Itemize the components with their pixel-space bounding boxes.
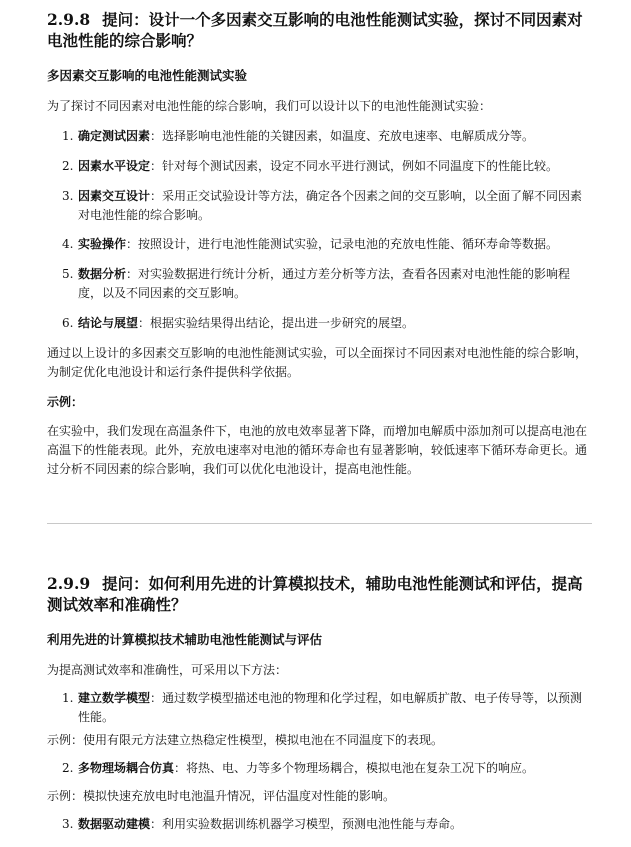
item-text: ：对实验数据进行统计分析，通过方差分析等方法，查看各因素对电池性能的影响程度，以及不同因素的交互影响。: [78, 267, 571, 300]
section-heading-2-9-9: [47, 573, 592, 615]
item-text: ：通过数学模型描述电池的物理和化学过程，如电解质扩散、电子传导等，以预测性能。: [78, 691, 583, 724]
list-marker: 5.: [62, 267, 74, 281]
list-item: [47, 759, 592, 778]
list-marker: 3.: [62, 189, 74, 203]
item-label: 结论与展望: [78, 316, 139, 330]
item-text: ：针对每个测试因素，设定不同水平进行测试，例如不同温度下的性能比较。: [150, 159, 559, 173]
section-heading-2-9-8: [47, 9, 592, 51]
item-text: ：根据实验结果得出结论，提出进一步研究的展望。: [138, 316, 415, 330]
list-marker: 2.: [62, 761, 74, 775]
item-label: 因素交互设计: [78, 189, 151, 203]
list-marker: 2.: [62, 159, 74, 173]
item-label: 数据驱动建模: [78, 817, 151, 831]
item-label: 实验操作: [78, 237, 127, 251]
list-marker: 4.: [62, 237, 74, 251]
list-marker: 3.: [62, 817, 74, 831]
section-title: 提问：设计一个多因素交互影响的电池性能测试实验，探讨不同因素对电池性能的综合影响？: [47, 10, 583, 50]
list-item: [47, 314, 592, 333]
item-text: ：采用正交试验设计等方法，确定各个因素之间的交互影响，以全面了解不同因素对电池性能的综合影响。: [78, 189, 583, 222]
list-item: [47, 127, 592, 146]
conclusion-paragraph: 通过以上设计的多因素交互影响的电池性能测试实验，可以全面探讨不同因素对电池性能的综合影响，为制定优化电池设计和运行条件提供科学依据。: [47, 346, 588, 379]
item-label: 建立数学模型: [78, 691, 151, 705]
section-number: 2.9.9: [47, 574, 91, 593]
intro-paragraph: 为提高测试效率和准确性，可采用以下方法：: [47, 663, 288, 677]
list-item: [47, 235, 592, 254]
item-text: ：利用实验数据训练机器学习模型，预测电池性能与寿命。: [150, 817, 463, 831]
item-label: 数据分析: [78, 267, 127, 281]
list-item: [47, 157, 592, 176]
intro-paragraph: 为了探讨不同因素对电池性能的综合影响，我们可以设计以下的电池性能测试实验：: [47, 99, 492, 113]
subheading: 多因素交互影响的电池性能测试实验: [47, 68, 248, 83]
list-item: [47, 187, 592, 225]
section-divider: [47, 523, 592, 524]
list-marker: 1.: [62, 691, 74, 705]
list-item: [47, 815, 592, 834]
item-text: ：选择影响电池性能的关键因素，如温度、充放电速率、电解质成分等。: [150, 129, 535, 143]
item-label: 多物理场耦合仿真: [78, 761, 175, 775]
item-text: ：将热、电、力等多个物理场耦合，模拟电池在复杂工况下的响应。: [174, 761, 535, 775]
item-label: 因素水平设定: [78, 159, 151, 173]
example-paragraph: 示例：使用有限元方法建立热稳定性模型，模拟电池在不同温度下的表现。: [47, 733, 444, 747]
subheading: 利用先进的计算模拟技术辅助电池性能测试与评估: [47, 632, 323, 647]
list-marker: 6.: [62, 316, 74, 330]
example-paragraph: 在实验中，我们发现在高温条件下，电池的放电效率显著下降，而增加电解质中添加剂可以提高电池在高温下的性能表现。此外，充放电速率对电池的循环寿命也有显著影响，较低速率下循环寿命更长。通过分析不同因素的综合影响，我们可以优化电池设计，提高电池性能。: [47, 424, 588, 476]
item-label: 确定测试因素: [78, 129, 151, 143]
item-text: ：按照设计，进行电池性能测试实验，记录电池的充放电性能、循环寿命等数据。: [126, 237, 559, 251]
section-number: 2.9.8: [47, 10, 91, 29]
list-item: [47, 265, 592, 303]
example-label: 示例：: [47, 395, 84, 409]
list-item: [47, 689, 592, 727]
list-marker: 1.: [62, 129, 74, 143]
example-paragraph: 示例：模拟快速充放电时电池温升情况，评估温度对性能的影响。: [47, 789, 396, 803]
section-title: 提问：如何利用先进的计算模拟技术，辅助电池性能测试和评估，提高测试效率和准确性？: [47, 574, 583, 614]
